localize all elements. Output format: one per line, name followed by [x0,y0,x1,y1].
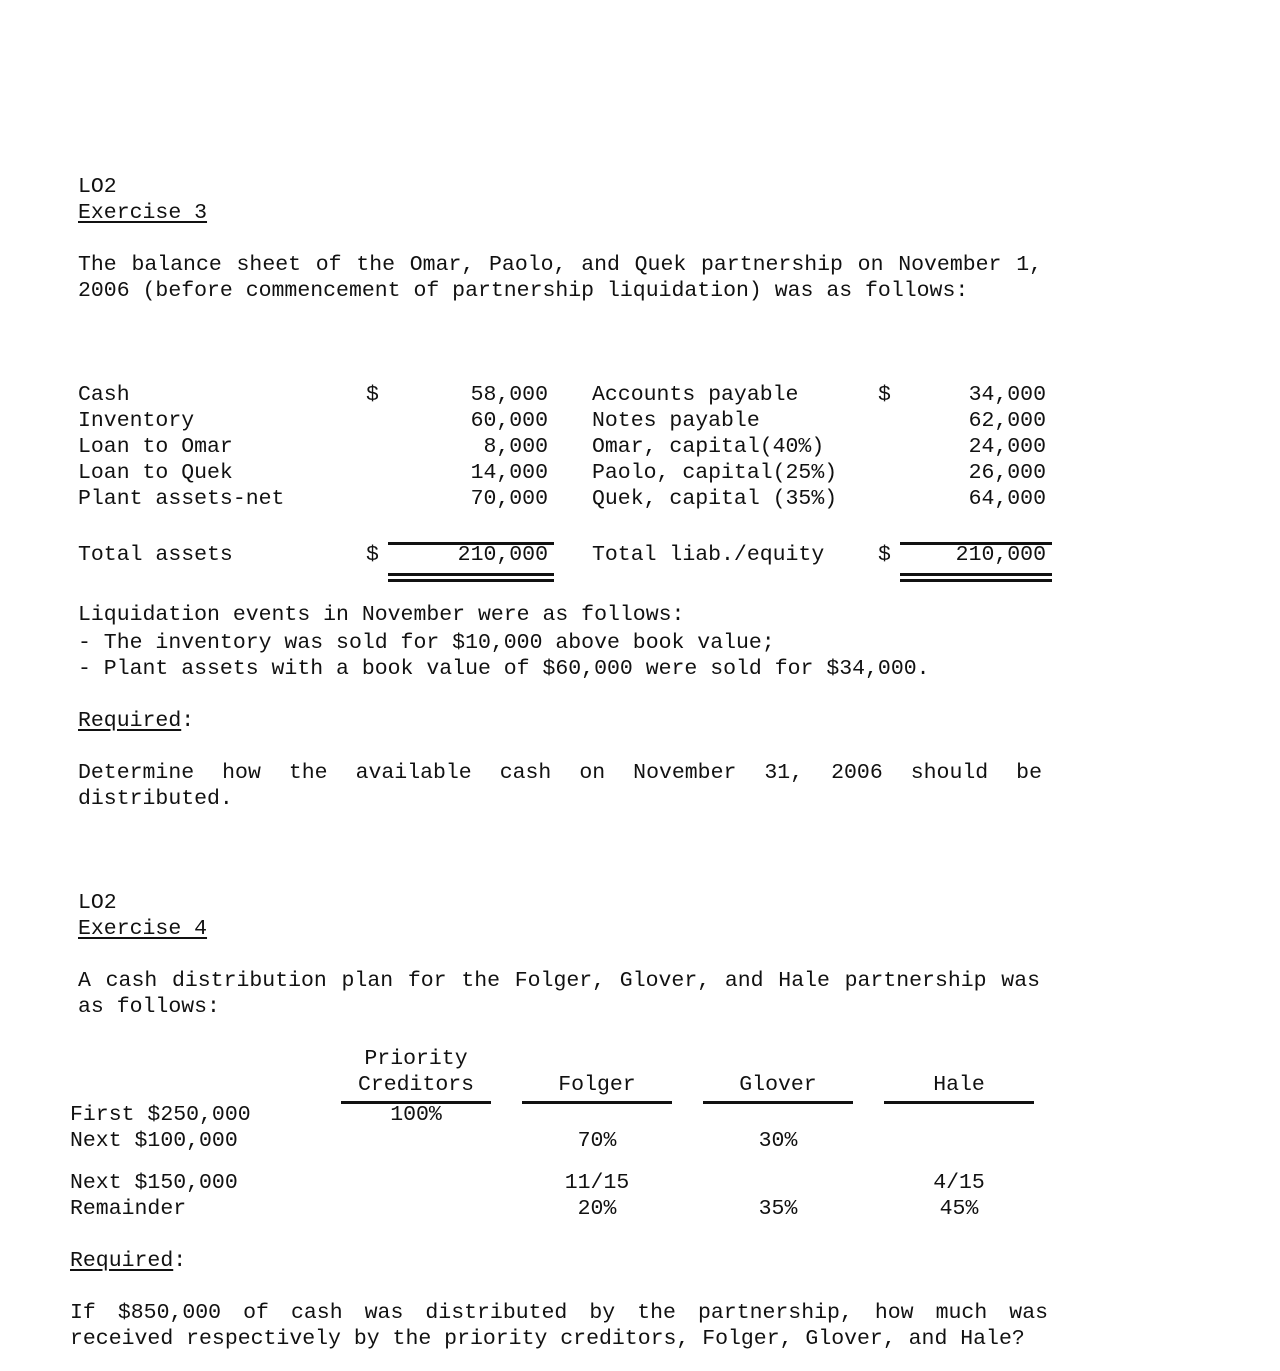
liability-value: 26,000 [968,461,1046,485]
liability-label: Omar, capital(40%) [592,435,825,459]
liability-label: Quek, capital (35%) [592,487,838,511]
asset-value: 70,000 [470,487,548,511]
col-header-priority-line1: Priority [364,1047,468,1071]
liability-value: 34,000 [968,383,1046,407]
asset-label: Plant assets-net [78,487,285,511]
col-header-hale: Hale [933,1073,985,1097]
asset-dollar-sign: $ [366,383,379,407]
liab-double-rule-bottom [900,579,1052,582]
asset-value: 58,000 [470,383,548,407]
ex3-required-heading [78,708,194,734]
total-liab-dollar-sign: $ [878,543,891,567]
cell-priority: 100% [390,1103,442,1127]
required-colon: : [181,709,195,733]
header-rule [522,1101,672,1104]
ex4-question: If $850,000 of cash was distributed by the partnership, how much was received respectively by the priority creditors, Folger, Glover, and Hale? [70,1301,1048,1351]
ex4-required-heading [70,1248,186,1274]
total-assets-dollar-sign: $ [366,543,379,567]
row-label: Remainder [70,1197,187,1221]
event-item: - Plant assets with a book value of $60,000 were sold for $34,000. [78,657,930,681]
col-header-glover: Glover [739,1073,817,1097]
header-rule [884,1101,1034,1104]
liability-value: 64,000 [968,487,1046,511]
liability-dollar-sign: $ [878,383,891,407]
ex4-title: Exercise 4 [78,917,208,941]
ex3-intro: The balance sheet of the Omar, Paolo, and Quek partnership on November 1, 2006 (before commencement of partnership liquidation) was as follows: [78,253,1042,303]
col-header-priority-line2: Creditors [357,1073,475,1097]
cell-hale: 4/15 [933,1171,985,1195]
asset-value: 14,000 [470,461,548,485]
required-label: Required [78,709,182,733]
total-assets-label: Total assets [78,543,233,567]
event-item: - The inventory was sold for $10,000 above book value; [78,631,775,655]
row-label: First $250,000 [70,1103,251,1127]
cell-folger: 11/15 [564,1171,630,1195]
asset-label: Inventory [78,409,195,433]
required-colon: : [173,1249,187,1273]
total-assets-value: 210,000 [457,543,548,567]
cell-hale: 45% [939,1197,979,1221]
liab-double-rule-top [900,573,1052,576]
row-label: Next $150,000 [70,1171,238,1195]
asset-label: Loan to Quek [78,461,233,485]
cell-glover: 35% [758,1197,798,1221]
ex3-lo-code: LO2 [78,175,117,199]
assets-double-rule-bottom [388,579,554,582]
asset-value: 60,000 [470,409,548,433]
asset-label: Cash [78,383,130,407]
cell-folger: 20% [577,1197,617,1221]
total-liab-value: 210,000 [955,543,1046,567]
liability-value: 24,000 [968,435,1046,459]
asset-label: Loan to Omar [78,435,233,459]
total-liab-label: Total liab./equity [592,543,825,567]
ex3-question: Determine how the available cash on November 31, 2006 should be distributed. [78,761,1042,811]
required-label: Required [70,1249,174,1273]
ex4-intro: A cash distribution plan for the Folger, Glover, and Hale partnership was as follows: [78,969,1040,1019]
liability-label: Notes payable [592,409,760,433]
assets-double-rule-top [388,573,554,576]
ex4-lo-code: LO2 [78,891,117,915]
col-header-folger: Folger [558,1073,636,1097]
events-intro: Liquidation events in November were as follows: [78,603,685,627]
ex3-title: Exercise 3 [78,201,208,225]
liability-label: Paolo, capital(25%) [592,461,838,485]
row-label: Next $100,000 [70,1129,238,1153]
cell-folger: 70% [577,1129,617,1153]
liability-label: Accounts payable [592,383,799,407]
cell-glover: 30% [758,1129,798,1153]
asset-value: 8,000 [483,435,548,459]
header-rule [703,1101,853,1104]
liability-value: 62,000 [968,409,1046,433]
